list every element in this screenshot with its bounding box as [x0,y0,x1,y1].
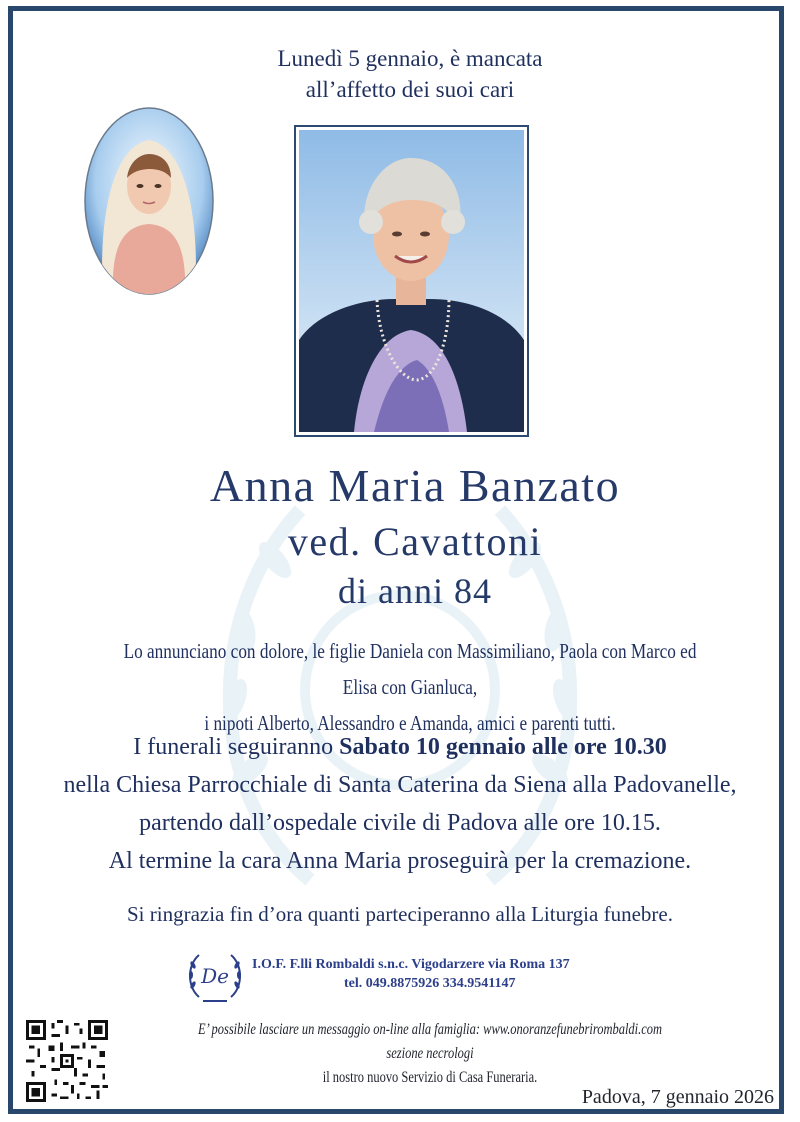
madonna-image [83,106,215,296]
funeral-line-4: Al termine la cara Anna Maria proseguirà per la cremazione. [108,848,692,874]
announcement-line-1: Lo annunciano con dolore, le figlie Daniela con Massimiliano, Paola con Marco ed Elisa con Gianluca, [123,639,697,699]
married-name: ved. Cavattoni [287,519,543,564]
place-date: Padova, 7 gennaio 2026 [581,1086,774,1108]
funeral-line-1-prefix: I funerali seguiranno [133,734,340,760]
intro-line-1: Lunedì 5 gennaio, è mancata [277,46,543,71]
announcement-line-2: i nipoti Alberto, Alessandro e Amanda, amici e parenti tutti. [204,711,616,735]
intro-line-2: all’affetto dei suoi cari [305,77,515,102]
qr-code[interactable] [26,1020,108,1102]
company-name: I.O.F. F.lli Rombaldi s.n.c. Vigodarzere via Roma 137 [252,957,570,972]
portrait-image [299,130,524,432]
funeral-line-2: nella Chiesa Parrocchiale di Santa Caterina da Siena alla Padovanelle, [63,772,737,798]
portrait-photo [294,125,529,437]
funeral-line-3: partendo dall’ospedale civile di Padova alle ore 10.15. [139,810,661,836]
announcement-text [107,633,714,741]
thanks-text: Si ringrazia fin d’ora quanti parteciperanno alla Liturgia funebre. [127,902,673,926]
funeral-home-logo [185,947,245,1005]
online-message-line-1: E’ possibile lasciare un messaggio on-line alla famiglia: www.onoranzefunebrirombaldi.com sezione necrologi [197,1021,663,1062]
funeral-details [30,728,770,880]
funeral-line-1 [30,728,770,766]
online-message-line-2: il nostro nuovo Servizio di Casa Funeraria. [322,1069,538,1086]
logo-initials: De [201,964,229,988]
online-message [180,1018,679,1090]
funeral-home-info [252,955,652,993]
intro-text [160,43,660,105]
deceased-age: di anni 84 [338,571,492,611]
company-phones: tel. 049.8875926 334.9541147 [344,976,516,991]
deceased-name: Anna Maria Banzato [209,460,621,511]
funeral-date-time: Sabato 10 gennaio alle ore 10.30 [339,734,667,760]
